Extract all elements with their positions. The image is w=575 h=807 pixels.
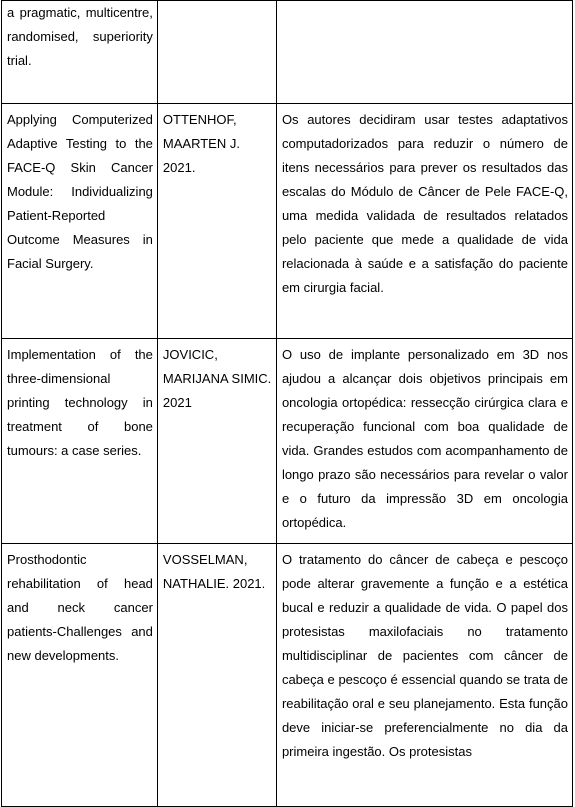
literature-review-table xyxy=(1,0,573,807)
study-author: JOVICIC, MARIJANA SIMIC. 2021 xyxy=(162,347,272,410)
study-author: OTTENHOF, MAARTEN J. 2021. xyxy=(162,112,240,175)
title-cell xyxy=(2,1,158,104)
summary-cell xyxy=(276,104,572,339)
summary-cell xyxy=(276,544,572,807)
table-row xyxy=(2,339,573,544)
study-summary: O tratamento do câncer de cabeça e pescoço pode alterar gravemente a função e a estética bucal e reduzir a qualidade de vida. O papel dos protesistas maxilofaciais no tratamento multidisciplinar de pacientes com câncer de cabeça e pescoço é essencial quando se trata de reabilitação oral e seu planejamento. Esta função deve iniciar-se preferencialmente no dia da primeira ingestão. Os protesistas xyxy=(281,552,568,759)
summary-cell xyxy=(276,1,572,104)
title-cell xyxy=(2,544,158,807)
study-author: VOSSELMAN, NATHALIE. 2021. xyxy=(162,552,266,591)
title-cell xyxy=(2,339,158,544)
study-title: Implementation of the three-dimensional printing technology in treatment of bone tumours: a case series. xyxy=(7,347,153,458)
study-title: Applying Computerized Adaptive Testing to the FACE-Q Skin Cancer Module: Individualizing Patient-Reported Outcome Measures in Facial Surgery. xyxy=(7,112,153,271)
author-cell xyxy=(157,544,276,807)
study-summary: Os autores decidiram usar testes adaptativos computadorizados para reduzir o número de itens necessários para prever os resultados das escalas do Módulo de Câncer de Pele FACE-Q, uma medida validada de resultados relatados pelo paciente que mede a qualidade de vida relacionada à saúde e a satisfação do paciente em cirurgia facial. xyxy=(281,112,568,295)
study-title: Prosthodontic rehabilitation of head and neck cancer patients-Challenges and new developments. xyxy=(7,552,153,663)
title-cell xyxy=(2,104,158,339)
table-row xyxy=(2,1,573,104)
study-title: a pragmatic, multicentre, randomised, superiority trial. xyxy=(7,5,153,68)
study-summary: O uso de implante personalizado em 3D nos ajudou a alcançar dois objetivos principais em oncologia ortopédica: ressecção cirúrgica clara e recuperação funcional com boa qualidade de vida. Grandes estudos com acompanhamento de longo prazo são necessários para revelar o valor e o futuro da impressão 3D em oncologia ortopédica. xyxy=(281,347,568,530)
table-row xyxy=(2,104,573,339)
author-cell xyxy=(157,104,276,339)
author-cell xyxy=(157,1,276,104)
summary-cell xyxy=(276,339,572,544)
author-cell xyxy=(157,339,276,544)
table-row xyxy=(2,544,573,807)
